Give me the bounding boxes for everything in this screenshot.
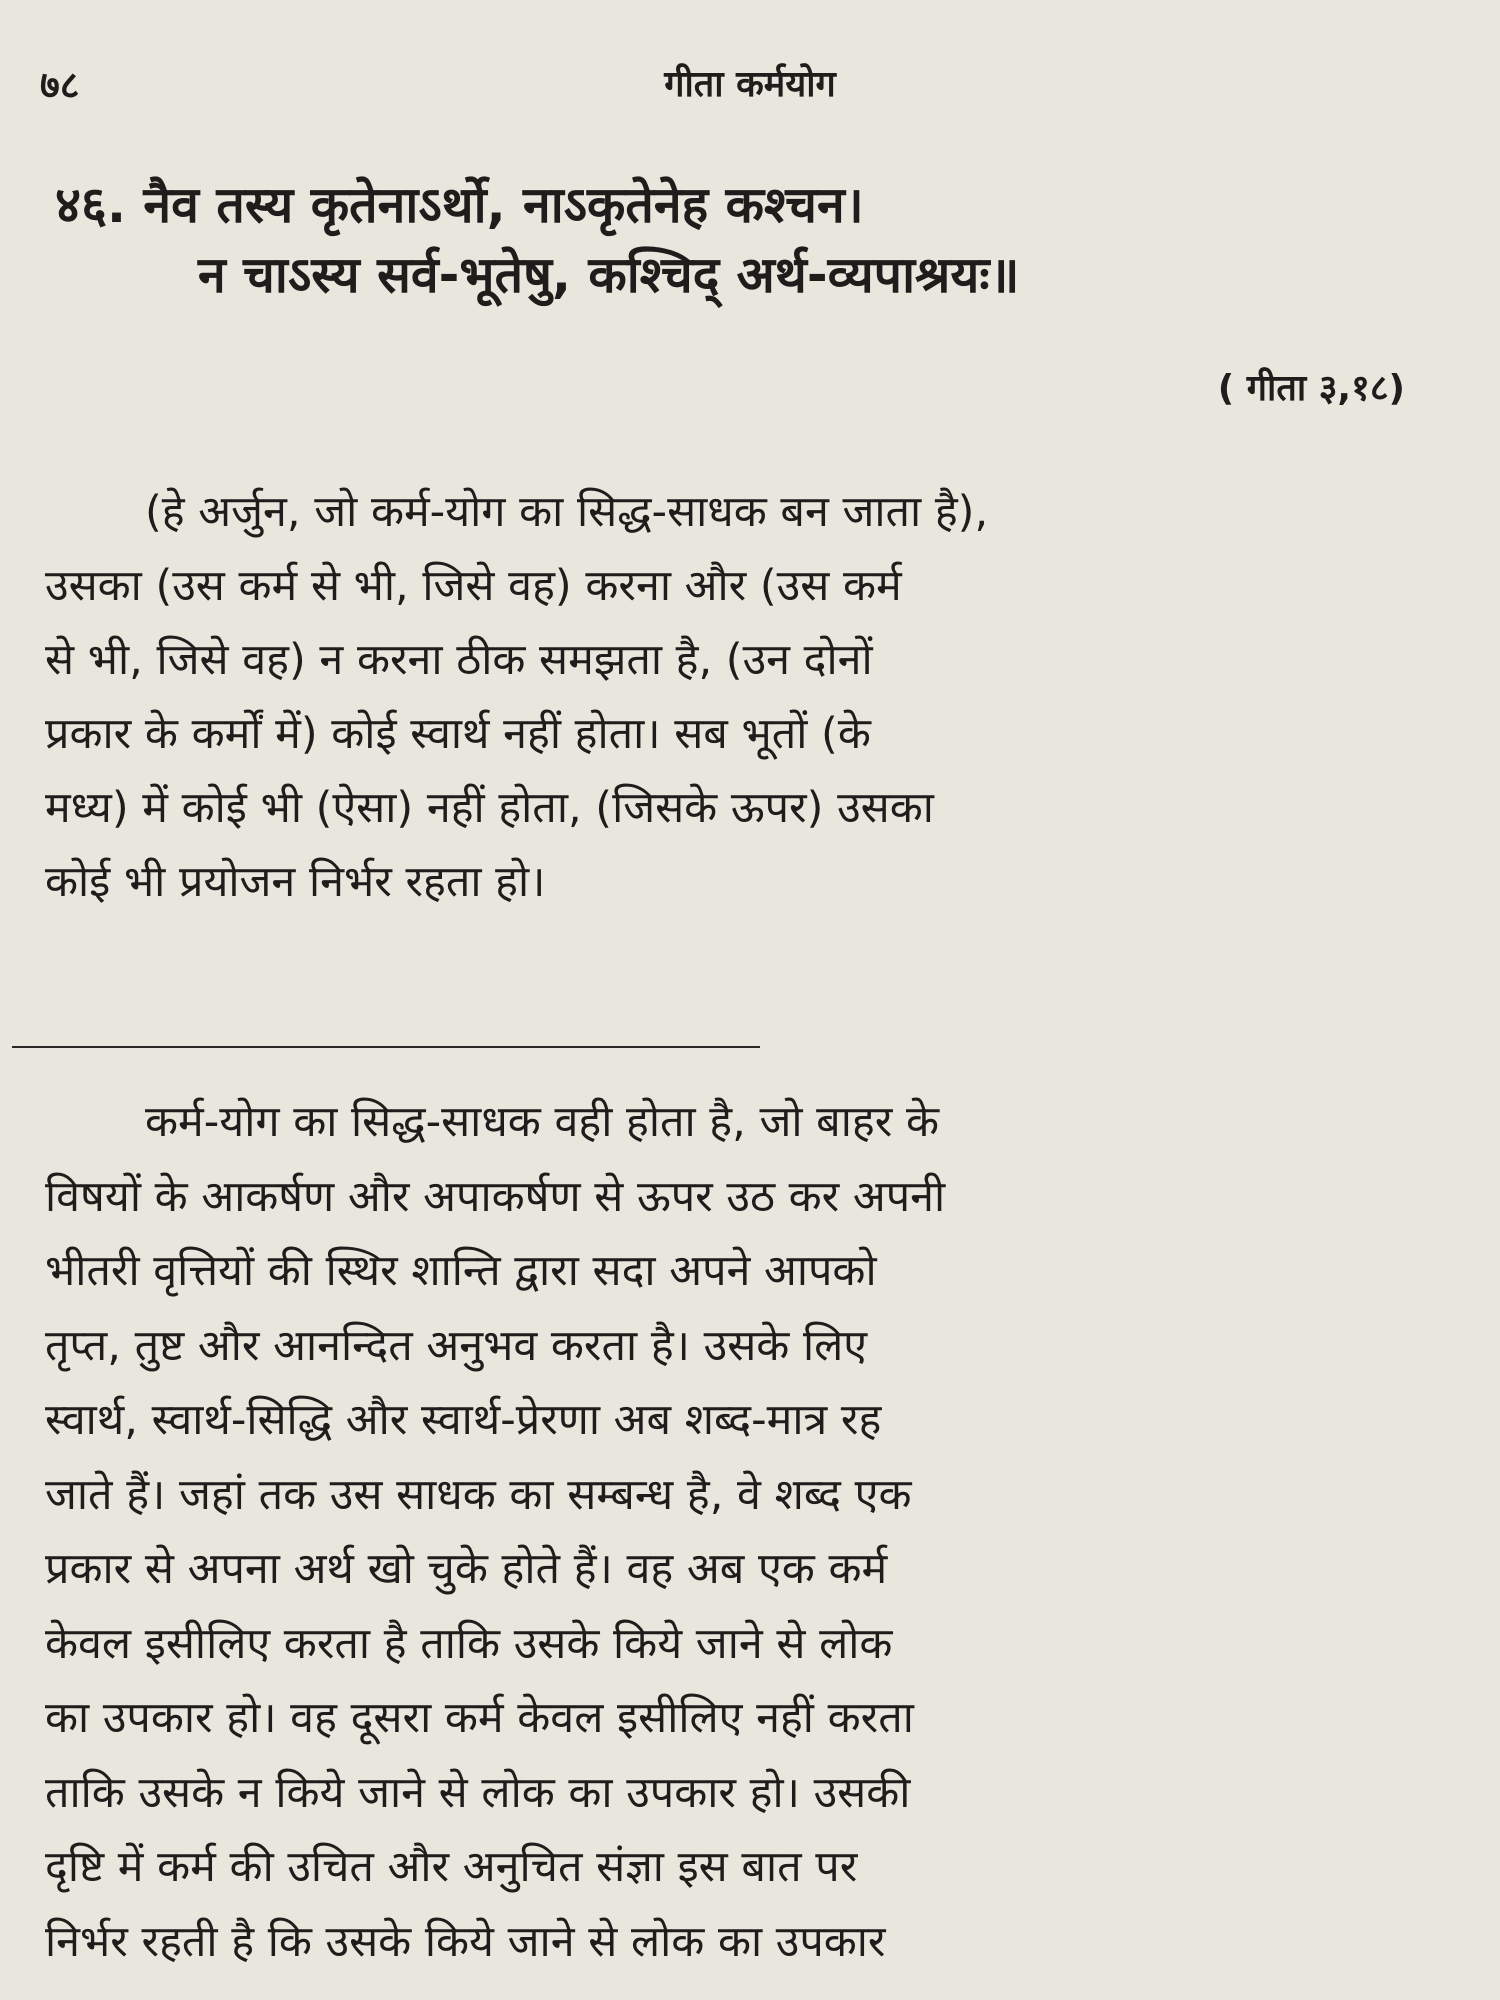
text-line: कर्म-योग का सिद्ध-साधक वही होता है, जो बाहर के (145, 1097, 939, 1147)
page-number: ७८ (40, 63, 80, 107)
page-header (0, 58, 1500, 118)
text-line: तृप्त, तुष्ट और आनन्दित अनुभव करता है। उसके लिए (45, 1320, 868, 1371)
verse-line: न चाऽस्य सर्व-भूतेषु, कश्चिद् अर्थ-व्यपाश्रयः॥ (198, 246, 1020, 304)
text-line: कोई भी प्रयोजन निर्भर रहता हो। (45, 857, 546, 907)
commentary-paragraph (45, 475, 1455, 919)
text-line: उसका (उस कर्म से भी, जिसे वह) करना और (उस कर्म (45, 561, 902, 611)
text-line: ताकि उसके न किये जाने से लोक का उपकार हो। उसकी (45, 1767, 911, 1818)
sanskrit-verse (55, 170, 1465, 310)
verse-line: ४६. नैव तस्य कृतेनाऽर्थो, नाऽकृतेनेह कश्चन। (55, 176, 864, 234)
text-line: का उपकार हो। वह दूसरा कर्म केवल इसीलिए नहीं करता (45, 1693, 914, 1743)
text-line: विषयों के आकर्षण और अपाकर्षण से ऊपर उठ कर अपनी (45, 1171, 946, 1222)
running-title: गीता कर्मयोग (664, 64, 836, 105)
text-line: भीतरी वृत्तियों की स्थिर शान्ति द्वारा सदा अपने आपको (45, 1246, 877, 1296)
section-divider (12, 1046, 760, 1048)
text-line: प्रकार से अपना अर्थ खो चुके होते हैं। वह अब एक कर्म (45, 1544, 888, 1594)
text-line: दृष्टि में कर्म की उचित और अनुचित संज्ञा इस बात पर (45, 1842, 858, 1892)
text-line: (हे अर्जुन, जो कर्म-योग का सिद्ध-साधक बन जाता है), (145, 487, 989, 537)
text-line: से भी, जिसे वह) न करना ठीक समझता है, (उन दोनों (45, 635, 873, 685)
explanation-paragraph (45, 1085, 1455, 1979)
text-line: मध्य) में कोई भी (ऐसा) नहीं होता, (जिसके ऊपर) उसका (45, 783, 934, 833)
text-line: प्रकार के कर्मों में) कोई स्वार्थ नहीं होता। सब भूतों (के (45, 709, 871, 759)
verse-citation: ( गीता ३,१८) (1217, 368, 1405, 409)
text-line: जाते हैं। जहां तक उस साधक का सम्बन्ध है, वे शब्द एक (45, 1469, 912, 1520)
text-line: निर्भर रहती है कि उसके किये जाने से लोक का उपकार (45, 1916, 886, 1967)
text-line: केवल इसीलिए करता है ताकि उसके किये जाने से लोक (45, 1618, 893, 1669)
text-line: स्वार्थ, स्वार्थ-सिद्धि और स्वार्थ-प्रेरणा अब शब्द-मात्र रह (45, 1395, 882, 1445)
